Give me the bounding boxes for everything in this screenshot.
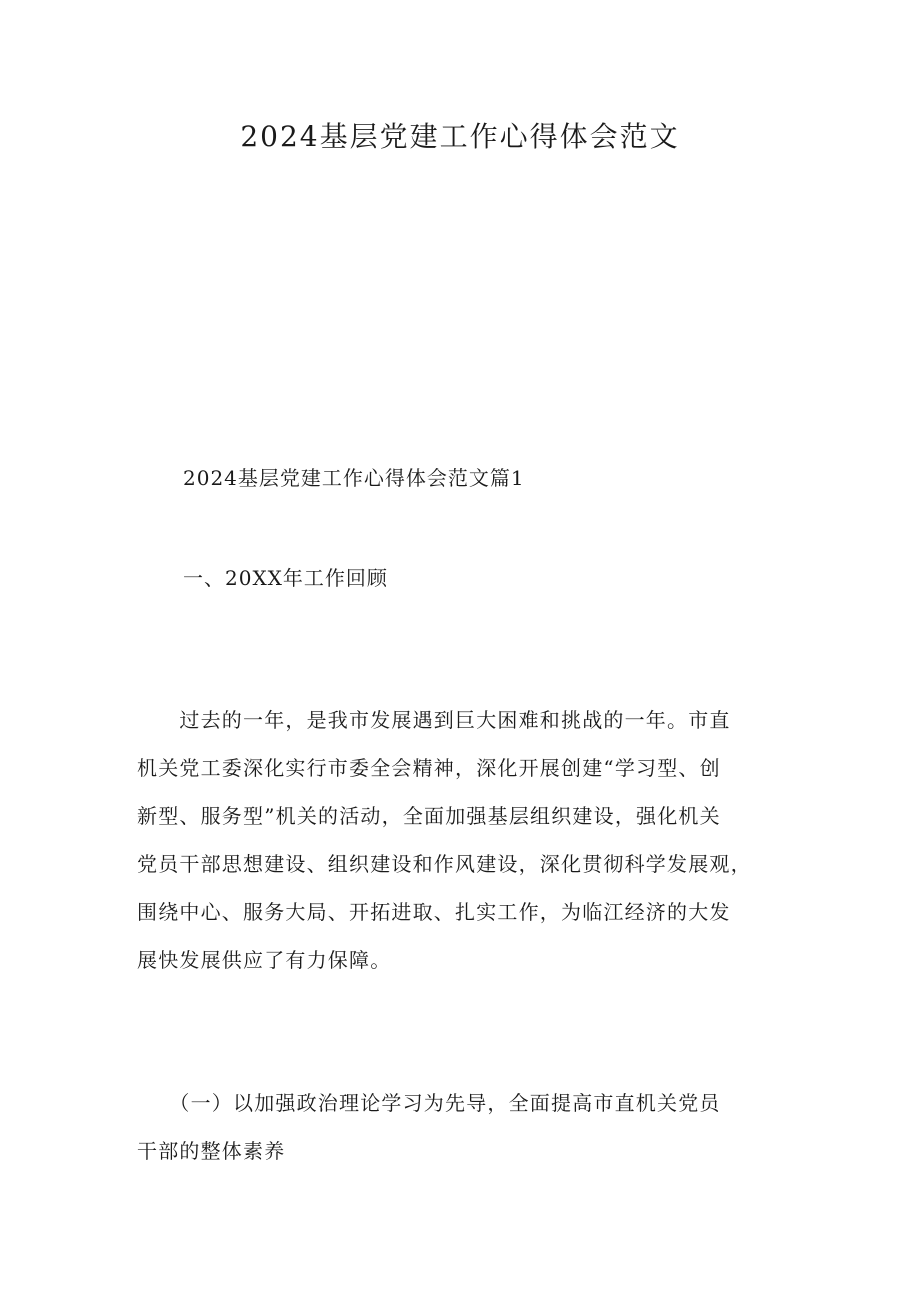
- paragraph-line: 机关党工委深化实行市委全会精神，深化开展创建“学习型、创: [137, 756, 721, 780]
- paragraph-line: 新型、服务型”机关的活动，全面加强基层组织建设，强化机关: [137, 804, 721, 828]
- paragraph-line: 围绕中心、服务大局、开拓进取、扎实工作，为临江经济的大发: [137, 900, 731, 924]
- paragraph-line: 党员干部思想建设、组织建设和作风建设，深化贯彻科学发展观，: [137, 852, 752, 876]
- document-title: 2024基层党建工作心得体会范文: [240, 120, 680, 153]
- paragraph-review: [137, 696, 797, 984]
- paragraph-subsection-one: [137, 1079, 797, 1175]
- paragraph-line: （一）以加强政治理论学习为先导，全面提高市直机关党员: [137, 1091, 721, 1115]
- document-subtitle: 2024基层党建工作心得体会范文篇1: [183, 466, 525, 490]
- section-heading: 一、20XX年工作回顾: [183, 566, 388, 590]
- paragraph-line: 过去的一年，是我市发展遇到巨大困难和挑战的一年。市直: [137, 708, 731, 732]
- paragraph-line: 展快发展供应了有力保障。: [137, 948, 392, 972]
- paragraph-line: 干部的整体素养: [137, 1139, 286, 1163]
